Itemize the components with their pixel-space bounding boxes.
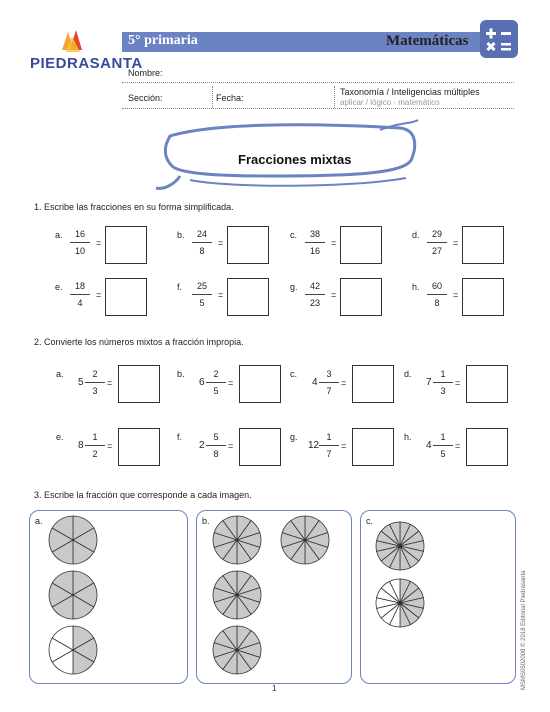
mixed-whole: 12 (308, 440, 320, 451)
fraction-circle (374, 577, 426, 629)
page-title: Fracciones mixtas (238, 152, 352, 167)
equals-sign: = (228, 378, 234, 388)
item-letter: c. (290, 369, 298, 379)
fraction-circle (374, 520, 426, 572)
item-letter: a. (56, 369, 64, 379)
subject-label: Matemáticas (386, 33, 469, 49)
answer-box[interactable] (462, 226, 504, 264)
fraction-denominator: 2 (92, 449, 98, 459)
fraction-bar (305, 294, 325, 295)
nombre-line[interactable] (122, 82, 514, 83)
fraction-denominator: 23 (309, 298, 320, 308)
fraction-bar (319, 445, 339, 446)
equals-sign: = (341, 441, 347, 451)
fraction-circle (211, 624, 263, 676)
fraction-denominator: 8 (213, 449, 219, 459)
equals-sign: = (228, 441, 234, 451)
fraction-denominator: 10 (74, 246, 85, 256)
fraction-bar (305, 242, 325, 243)
taxonomy-label: Taxonomía / Inteligencias múltiples (340, 87, 480, 97)
fraction-bar (206, 445, 226, 446)
fecha-label: Fecha: (216, 93, 244, 103)
section2-prompt: 2. Convierte los números mixtos a fracción impropia. (34, 337, 244, 347)
equals-sign: = (453, 238, 459, 248)
equals-sign: = (331, 290, 337, 300)
answer-box[interactable] (340, 278, 382, 316)
equals-sign: = (455, 441, 461, 451)
equals-sign: = (331, 238, 337, 248)
fraction-numerator: 5 (213, 432, 219, 442)
equals-sign: = (96, 290, 102, 300)
nombre-label: Nombre: (128, 68, 163, 78)
item-letter: f. (177, 432, 183, 442)
fraction-numerator: 16 (74, 229, 85, 239)
fraction-circle (47, 514, 99, 566)
fraction-numerator: 24 (196, 229, 207, 239)
fraction-numerator: 38 (309, 229, 320, 239)
answer-box[interactable] (239, 365, 281, 403)
fraction-bar (70, 294, 90, 295)
item-letter: h. (404, 432, 412, 442)
logo-icon (58, 30, 88, 54)
item-letter: d. (412, 230, 420, 240)
item-letter: e. (55, 282, 63, 292)
fraction-denominator: 16 (309, 246, 320, 256)
fraction-denominator: 8 (434, 298, 440, 308)
equals-sign: = (341, 378, 347, 388)
item-letter: d. (404, 369, 412, 379)
side-credit: MSMS0502008 © 2018 Editorial Piedrasanta (521, 570, 527, 690)
fraction-numerator: 1 (440, 432, 446, 442)
fraction-numerator: 42 (309, 281, 320, 291)
fraction-denominator: 5 (199, 298, 205, 308)
seccion-label: Sección: (128, 93, 163, 103)
fraction-bar (85, 445, 105, 446)
answer-box[interactable] (466, 428, 508, 466)
fraction-circle (279, 514, 331, 566)
logo-text: PIEDRASANTA (30, 55, 143, 72)
item-letter: b. (177, 230, 185, 240)
fraction-denominator: 7 (326, 449, 332, 459)
fraction-bar (433, 445, 453, 446)
equals-sign: = (96, 238, 102, 248)
fraction-circle (211, 514, 263, 566)
equals-sign: = (218, 238, 224, 248)
fraction-circle (47, 624, 99, 676)
math-operators-icon (480, 20, 518, 58)
answer-box[interactable] (340, 226, 382, 264)
fraction-bar (192, 242, 212, 243)
page-number: 1 (272, 684, 277, 693)
fraction-denominator: 5 (440, 449, 446, 459)
panel-letter: a. (35, 516, 43, 526)
divider (212, 86, 213, 108)
answer-box[interactable] (118, 428, 160, 466)
fraction-denominator: 7 (326, 386, 332, 396)
item-letter: e. (56, 432, 64, 442)
fraction-denominator: 27 (431, 246, 442, 256)
item-letter: g. (290, 282, 298, 292)
fraction-numerator: 2 (92, 369, 98, 379)
item-letter: h. (412, 282, 420, 292)
answer-box[interactable] (105, 226, 147, 264)
equals-sign: = (107, 378, 113, 388)
panel-letter: b. (202, 516, 210, 526)
fraction-numerator: 3 (326, 369, 332, 379)
seccion-line (122, 108, 514, 109)
fraction-bar (427, 294, 447, 295)
fraction-numerator: 29 (431, 229, 442, 239)
fraction-denominator: 3 (440, 386, 446, 396)
fraction-denominator: 3 (92, 386, 98, 396)
fraction-bar (319, 382, 339, 383)
fraction-circle (47, 569, 99, 621)
item-letter: a. (55, 230, 63, 240)
fraction-numerator: 25 (196, 281, 207, 291)
mixed-whole: 2 (199, 440, 205, 451)
taxonomy-value: aplicar / lógico - matemático (340, 98, 440, 107)
mixed-whole: 6 (199, 377, 205, 388)
mixed-whole: 4 (312, 377, 318, 388)
item-letter: c. (290, 230, 298, 240)
answer-box[interactable] (352, 428, 394, 466)
fraction-numerator: 18 (74, 281, 85, 291)
panel-letter: c. (366, 516, 374, 526)
fraction-circle (211, 569, 263, 621)
mixed-whole: 7 (426, 377, 432, 388)
mixed-whole: 8 (78, 440, 84, 451)
fraction-denominator: 4 (77, 298, 83, 308)
fraction-numerator: 1 (92, 432, 98, 442)
item-letter: b. (177, 369, 185, 379)
fraction-bar (70, 242, 90, 243)
item-letter: f. (177, 282, 183, 292)
answer-box[interactable] (105, 278, 147, 316)
item-letter: g. (290, 432, 298, 442)
fraction-denominator: 8 (199, 246, 205, 256)
equals-sign: = (107, 441, 113, 451)
answer-box[interactable] (239, 428, 281, 466)
equals-sign: = (455, 378, 461, 388)
answer-box[interactable] (462, 278, 504, 316)
section3-prompt: 3. Escribe la fracción que corresponde a cada imagen. (34, 490, 252, 500)
fraction-numerator: 1 (326, 432, 332, 442)
fraction-numerator: 1 (440, 369, 446, 379)
fraction-bar (427, 242, 447, 243)
fraction-numerator: 2 (213, 369, 219, 379)
fraction-bar (85, 382, 105, 383)
answer-box[interactable] (118, 365, 160, 403)
fraction-bar (433, 382, 453, 383)
mixed-whole: 5 (78, 377, 84, 388)
fraction-bar (206, 382, 226, 383)
fraction-numerator: 60 (431, 281, 442, 291)
equals-sign: = (453, 290, 459, 300)
fraction-bar (192, 294, 212, 295)
answer-box[interactable] (227, 226, 269, 264)
answer-box[interactable] (227, 278, 269, 316)
mixed-whole: 4 (426, 440, 432, 451)
section1-prompt: 1. Escribe las fracciones en su forma simplificada. (34, 202, 234, 212)
answer-box[interactable] (352, 365, 394, 403)
answer-box[interactable] (466, 365, 508, 403)
divider (334, 86, 335, 108)
grade-label: 5° primaria (128, 33, 198, 48)
fraction-denominator: 5 (213, 386, 219, 396)
equals-sign: = (218, 290, 224, 300)
